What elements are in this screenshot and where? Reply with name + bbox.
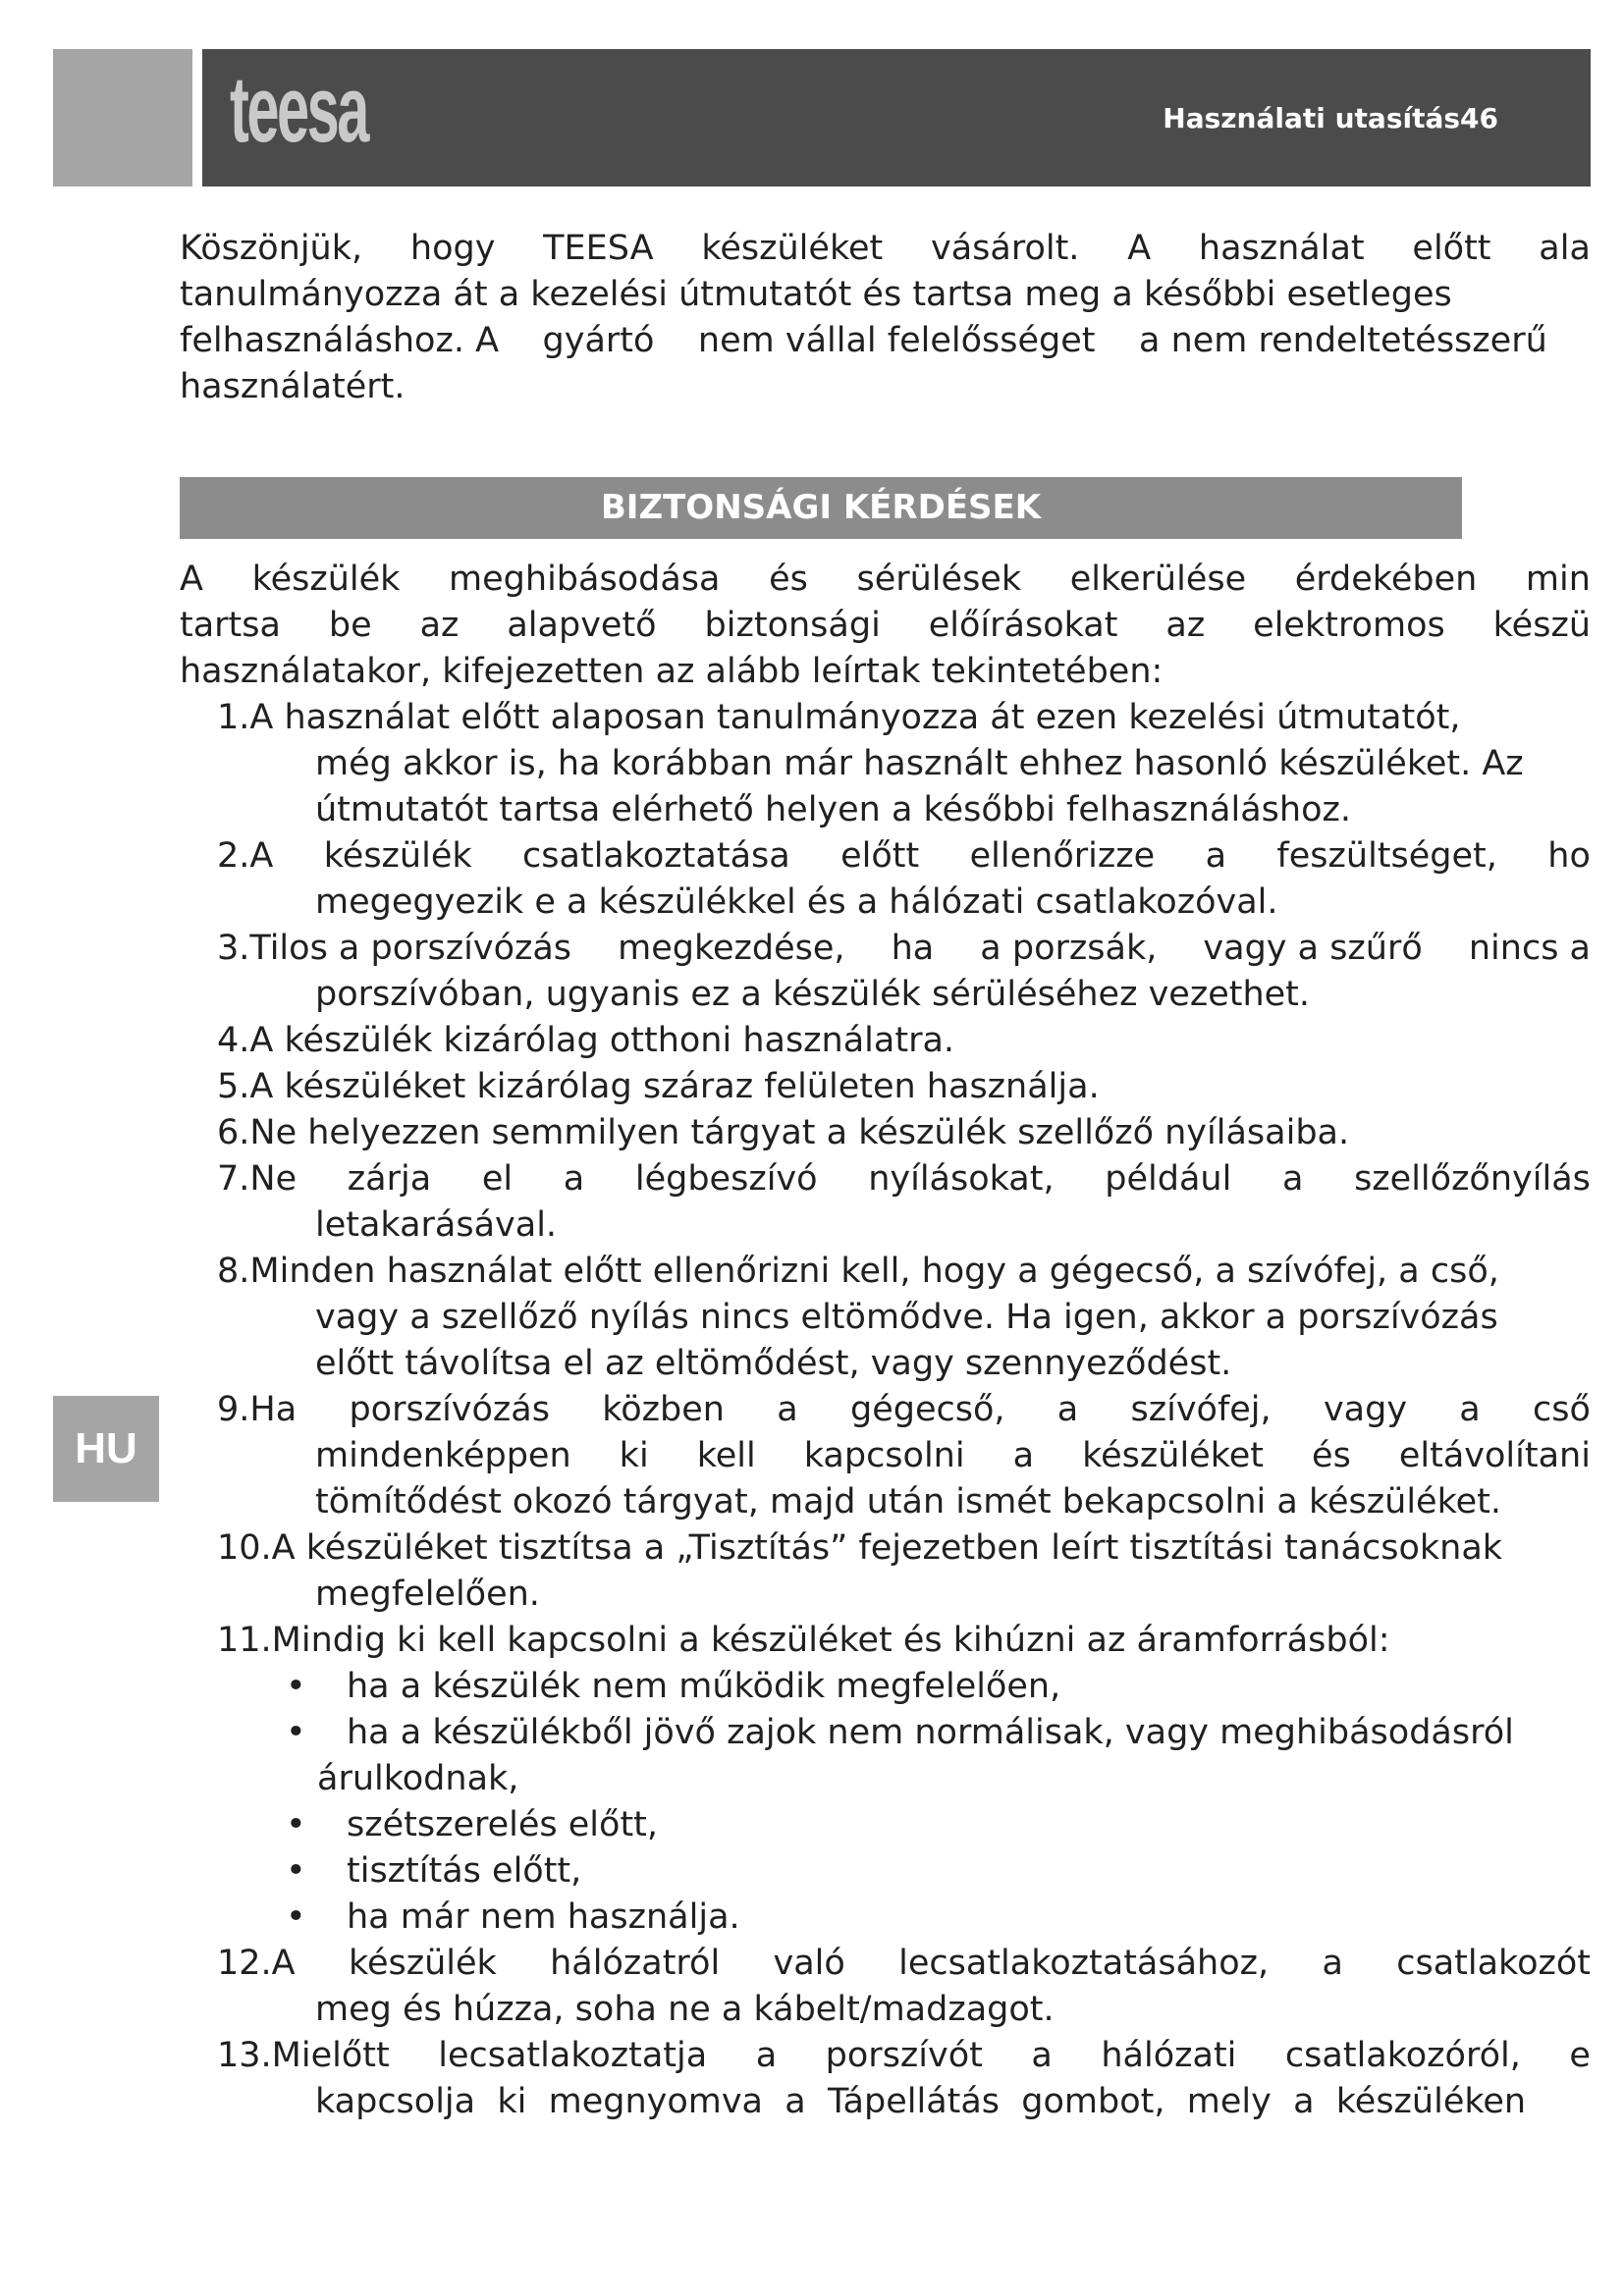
list-item-continuation: még akkor is, ha korábban már használt ehhez hasonló készüléket. Az: [315, 744, 1524, 783]
list-item-first-line: [180, 1018, 1591, 1064]
intro-line-4: használatért.: [180, 367, 406, 406]
list-item-justified-line: [272, 1941, 1591, 1987]
word: csatlakozót: [1396, 1944, 1591, 1983]
word: kell: [696, 1436, 756, 1475]
word: ki: [619, 1436, 649, 1475]
word: A: [271, 1944, 296, 1983]
word: a: [1459, 1390, 1481, 1429]
intro-paragraph: [180, 226, 1591, 410]
word: a: [1031, 2036, 1053, 2075]
list-item: [180, 1110, 1591, 1156]
word: el: [481, 1159, 514, 1199]
word: készülék: [251, 560, 401, 599]
list-item-continuation: tömítődést okozó tárgyat, majd után ismét bekapcsolni a készüléket.: [315, 1482, 1501, 1522]
list-item-justified-line: [180, 1433, 1591, 1479]
intro-line-3: felhasználáshoz. A gyártó nem vállal felelősséget a nem rendeltetésszerű: [180, 321, 1547, 360]
list-item-number: 8.: [217, 1252, 250, 1291]
word: mindenképpen: [315, 1436, 571, 1475]
list-item-first-line: [180, 1387, 1591, 1433]
word: biztonsági: [704, 606, 881, 645]
list-item-first-line: [180, 1525, 1591, 1572]
list-item-continuation: porszívóban, ugyanis ez a készülék sérüléséhez vezethet.: [315, 975, 1311, 1014]
word: csatlakoztatása: [522, 836, 790, 876]
word: Köszönjük,: [180, 229, 363, 268]
list-item-continuation: letakarásával.: [315, 1205, 558, 1245]
list-item-number: 11.: [217, 1621, 272, 1660]
header-title: Használati utasítás46: [1163, 102, 1498, 134]
lead-line-1: [180, 557, 1591, 603]
list-item-first-line: [180, 926, 1591, 972]
list-item-number: 13.: [217, 2036, 272, 2075]
bullet-item: [180, 1664, 1591, 1710]
word: feszültséget,: [1276, 836, 1497, 876]
list-item-text: Mindig ki kell kapcsolni a készüléket és kihúzni az áramforrásból:: [271, 1621, 1390, 1660]
word: vagy: [1323, 1390, 1408, 1429]
word: készüléket: [701, 229, 884, 268]
list-item-continuation: megegyezik e a készülékkel és a hálózati csatlakozóval.: [315, 882, 1278, 922]
word: a: [755, 2036, 778, 2075]
list-item: [180, 926, 1591, 1018]
word: használat: [1198, 229, 1365, 268]
list-item-justified-line: [272, 2033, 1591, 2079]
word: TEESA: [543, 229, 654, 268]
bullet-icon: •: [286, 1713, 306, 1752]
lead-line-2: [180, 603, 1591, 649]
list-item: [180, 833, 1591, 926]
word: tartsa: [180, 606, 281, 645]
list-item-justified-line: [249, 1156, 1591, 1202]
word: ala: [1539, 229, 1591, 268]
word: légbeszívó: [634, 1159, 818, 1199]
list-item: [180, 695, 1591, 833]
word: lecsatlakoztatásához,: [898, 1944, 1270, 1983]
bullet-text: ha a készülékből jövő zajok nem normálisak, vagy meghibásodásról: [347, 1713, 1514, 1752]
word: csatlakozóról,: [1284, 2036, 1521, 2075]
word: vagy a szűrő: [1203, 929, 1423, 968]
word: kapcsolni: [803, 1436, 965, 1475]
list-item: [180, 2033, 1591, 2125]
word: szellőzőnyílás: [1354, 1159, 1591, 1199]
list-item: [180, 1018, 1591, 1064]
list-item-number: 9.: [217, 1390, 250, 1429]
word: Tilos a porszívózás: [249, 929, 572, 968]
bullet-icon: •: [286, 1897, 306, 1937]
word: ellenőrizze: [969, 836, 1156, 876]
list-item-first-line: [180, 695, 1591, 741]
list-item-first-line: [180, 1941, 1591, 1987]
bullet-text: ha már nem használja.: [347, 1897, 740, 1937]
list-item-number: 2.: [217, 836, 250, 876]
list-item-continuation: meg és húzza, soha ne a kábelt/madzagot.: [315, 1990, 1055, 2029]
word: az: [1165, 606, 1206, 645]
list-item-number: 3.: [217, 929, 250, 968]
list-item-justified-line: [249, 926, 1591, 972]
word: elkerülése: [1069, 560, 1247, 599]
bullet-item: [180, 1848, 1591, 1895]
list-item-continuation: útmutatót tartsa elérhető helyen a későbbi felhasználáshoz.: [315, 790, 1351, 829]
list-item-first-line: [180, 833, 1591, 880]
word: a: [1205, 836, 1227, 876]
list-item-number: 7.: [217, 1159, 250, 1199]
word: porszívózás: [349, 1390, 550, 1429]
word: ha: [891, 929, 935, 968]
word: zárja: [347, 1159, 432, 1199]
word: megkezdése,: [618, 929, 845, 968]
word: porszívót: [825, 2036, 983, 2075]
word: meghibásodása: [449, 560, 721, 599]
list-item: [180, 1156, 1591, 1249]
word: nyílásokat,: [868, 1159, 1055, 1199]
bullet-icon: •: [286, 1805, 306, 1844]
list-item-first-line: [180, 1618, 1591, 1664]
list-item-number: 6.: [217, 1113, 250, 1152]
word: Ne: [249, 1159, 298, 1199]
list-item-first-line: [180, 1110, 1591, 1156]
word: eltávolítani: [1398, 1436, 1591, 1475]
bullet-icon: •: [286, 1851, 306, 1891]
list-item-number: 4.: [217, 1021, 250, 1060]
word: például: [1105, 1159, 1232, 1199]
word: be: [328, 606, 372, 645]
word: cső: [1533, 1390, 1591, 1429]
list-item-first-line: [180, 1064, 1591, 1110]
list-item-continuation: megfelelően.: [315, 1575, 540, 1614]
word: a: [1322, 1944, 1343, 1983]
word: előírásokat: [928, 606, 1118, 645]
word: készüléket: [1082, 1436, 1264, 1475]
word: a: [563, 1159, 585, 1199]
word: való: [773, 1944, 845, 1983]
word: A: [1127, 229, 1152, 268]
word: A: [180, 560, 203, 599]
list-item-text: A készülék kizárólag otthoni használatra.: [249, 1021, 955, 1060]
word: sérülések: [856, 560, 1022, 599]
word: a porzsák,: [980, 929, 1158, 968]
word: közben: [602, 1390, 725, 1429]
list-item-first-line: [180, 2033, 1591, 2079]
document-body: [180, 226, 1591, 2125]
word: nincs a: [1468, 929, 1591, 968]
word: hálózatról: [550, 1944, 721, 1983]
bullet-continuation: árulkodnak,: [317, 1759, 519, 1798]
word: előtt: [1412, 229, 1491, 268]
word: készü: [1492, 606, 1591, 645]
list-item-justified-line: [249, 1387, 1591, 1433]
list-item-continuation: előtt távolítsa el az eltömődést, vagy szennyeződést.: [315, 1344, 1232, 1383]
list-item: [180, 1941, 1591, 2033]
list-item-number: 5.: [217, 1067, 250, 1106]
list-item-first-line: [180, 1156, 1591, 1202]
list-item-continuation: vagy a szellőző nyílás nincs eltömődve. Ha igen, akkor a porszívózás: [315, 1298, 1498, 1337]
word: Ha: [249, 1390, 298, 1429]
list-item-number: 12.: [217, 1944, 272, 1983]
list-item-first-line: [180, 1249, 1591, 1295]
bullet-text: tisztítás előtt,: [347, 1851, 582, 1891]
word: készülék: [323, 836, 472, 876]
word: és: [769, 560, 808, 599]
word: szívófej,: [1130, 1390, 1272, 1429]
bullet-text: ha a készülék nem működik megfelelően,: [347, 1667, 1061, 1706]
bullet-icon: •: [286, 1667, 306, 1706]
list-item: [180, 1064, 1591, 1110]
safety-list: [180, 695, 1591, 2125]
bullet-item: [180, 1895, 1591, 1941]
brand-logo: teesa: [230, 57, 367, 162]
section-heading: BIZTONSÁGI KÉRDÉSEK: [180, 477, 1462, 539]
word: e: [1569, 2036, 1591, 2075]
list-item-text: Minden használat előtt ellenőrizni kell, hogy a gégecső, a szívófej, a cső,: [249, 1252, 1499, 1291]
word: min: [1525, 560, 1591, 599]
word: lecsatlakoztatja: [438, 2036, 708, 2075]
word: elektromos: [1253, 606, 1445, 645]
section-lead: [180, 557, 1591, 695]
list-item: [180, 1387, 1591, 1525]
list-item-justified-line: [249, 833, 1591, 880]
word: a: [1281, 1159, 1304, 1199]
intro-line-2: tanulmányozza át a kezelési útmutatót és tartsa meg a későbbi esetleges: [180, 275, 1452, 314]
list-item-continuation: kapcsolja ki megnyomva a Tápellátás gombot, mely a készüléken: [315, 2082, 1527, 2121]
list-item-text: A készüléket tisztítsa a „Tisztítás” fejezetben leírt tisztítási tanácsoknak: [271, 1528, 1503, 1568]
word: alapvető: [507, 606, 657, 645]
word: érdekében: [1294, 560, 1478, 599]
list-item-text: A készüléket kizárólag száraz felületen használja.: [249, 1067, 1100, 1106]
bullet-item: [180, 1710, 1591, 1756]
intro-line-1: [180, 226, 1591, 272]
list-item-number: 1.: [217, 698, 250, 737]
word: előtt: [840, 836, 920, 876]
word: vásárolt.: [930, 229, 1080, 268]
word: Mielőtt: [271, 2036, 390, 2075]
list-item-text: Ne helyezzen semmilyen tárgyat a készülék szellőző nyílásaiba.: [249, 1113, 1350, 1152]
word: ho: [1547, 836, 1591, 876]
word: hogy: [409, 229, 496, 268]
list-item: [180, 1618, 1591, 1664]
word: a: [777, 1390, 798, 1429]
word: a: [1056, 1390, 1079, 1429]
lead-line-3: használatakor, kifejezetten az alább leírtak tekintetében:: [180, 652, 1164, 691]
list-item-text: A használat előtt alaposan tanulmányozza át ezen kezelési útmutatót,: [249, 698, 1461, 737]
list-item: [180, 1249, 1591, 1387]
word: az: [419, 606, 460, 645]
word: hálózati: [1101, 2036, 1237, 2075]
word: készülék: [348, 1944, 497, 1983]
language-tab: HU: [53, 1396, 159, 1502]
word: a: [1012, 1436, 1035, 1475]
list-item: [180, 1525, 1591, 1618]
header-accent-block: [53, 49, 192, 187]
bullet-text: szétszerelés előtt,: [347, 1805, 659, 1844]
list-item-number: 10.: [217, 1528, 272, 1568]
word: gégecső,: [849, 1390, 1005, 1429]
word: A: [249, 836, 274, 876]
word: és: [1312, 1436, 1351, 1475]
bullet-item: [180, 1802, 1591, 1848]
